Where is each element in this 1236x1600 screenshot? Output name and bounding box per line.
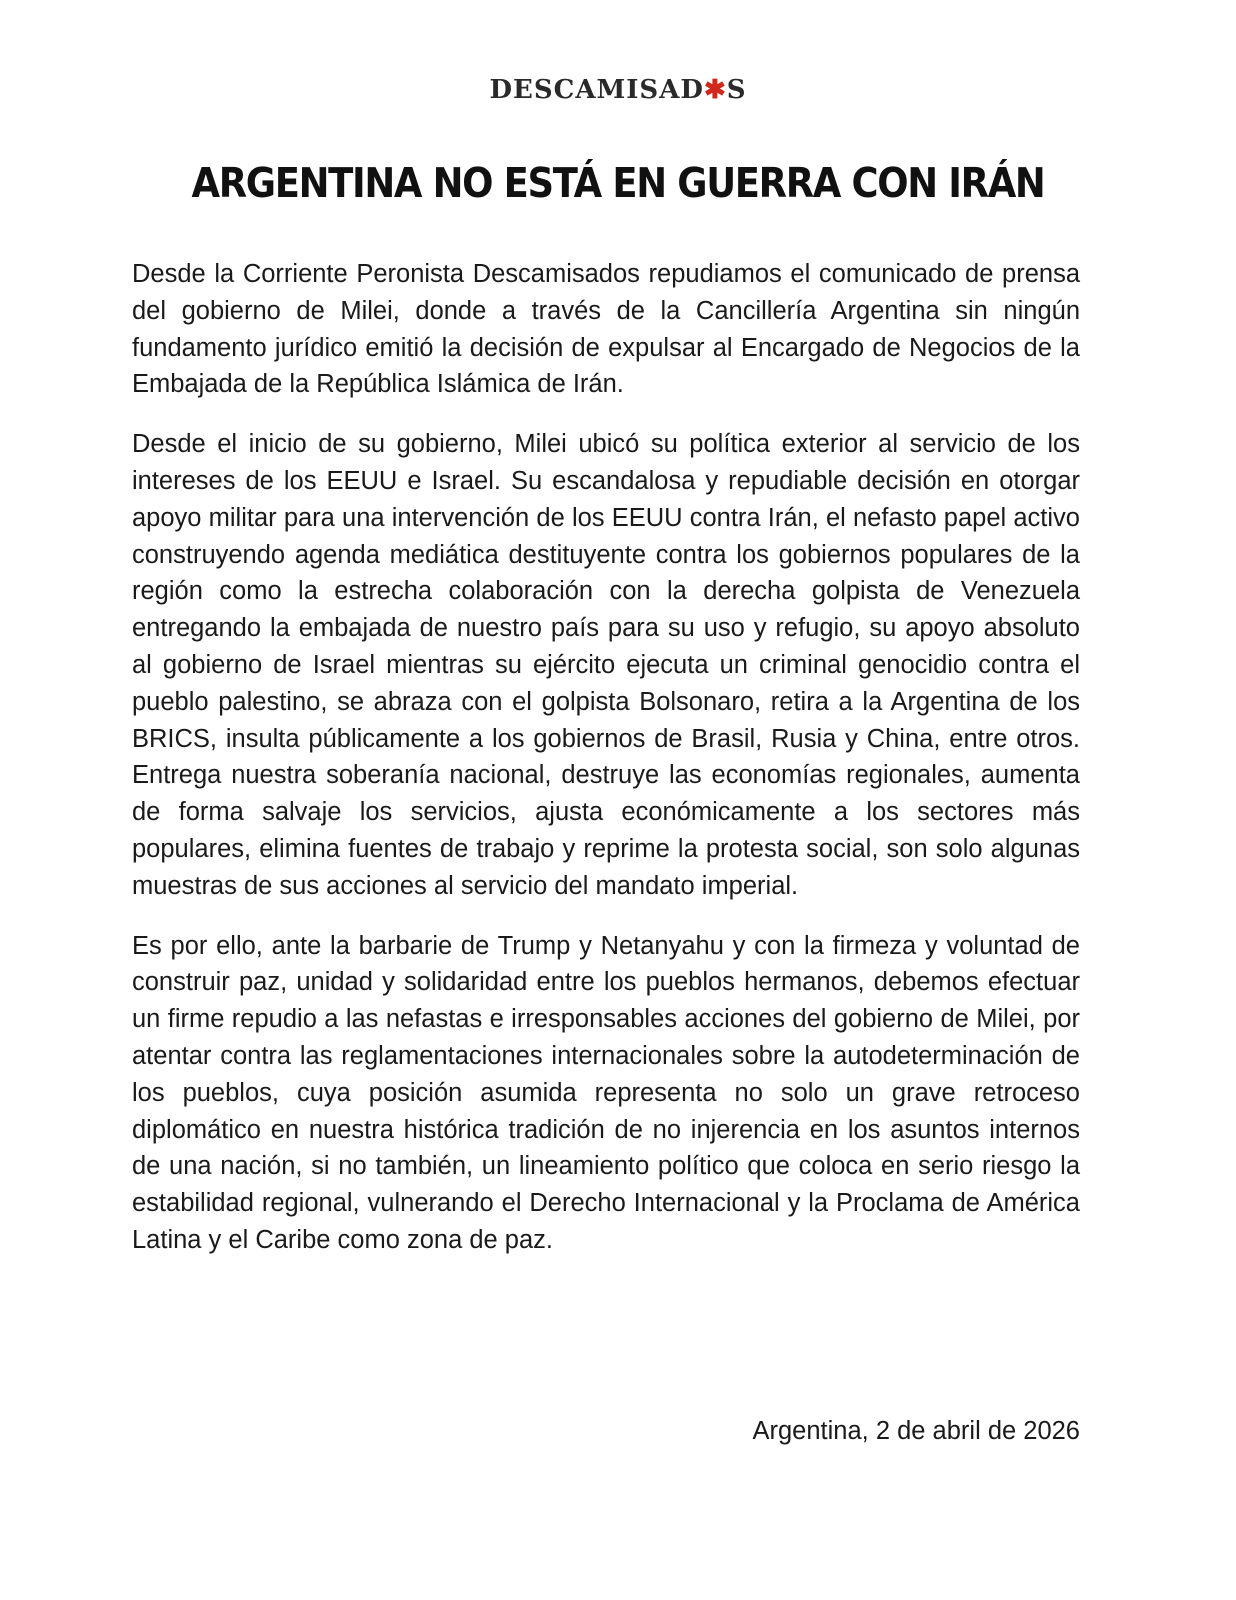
place-and-date: Argentina, 2 de abril de 2026	[752, 1417, 1080, 1445]
logo-text-before: DESCAMISAD	[489, 75, 704, 105]
logo-text-after: S	[726, 75, 747, 105]
paragraph-1: Desde la Corriente Peronista Descamisados repudiamos el comunicado de prensa del gobierno de Milei, donde a través de la Cancillería Argentina sin ningún fundamento jurídico emitió la decisión de expulsar al Encargado de Negocios de la Embajada de la República Islámica de Irán.	[132, 260, 1080, 399]
red-star-icon: ✱	[703, 75, 727, 105]
page-title: ARGENTINA NO ESTÁ EN GUERRA CON IRÁN	[191, 159, 1045, 207]
organization-logo	[0, 72, 1236, 108]
paragraph-2: Desde el inicio de su gobierno, Milei ubicó su política exterior al servicio de los intereses de los EEUU e Israel. Su escandalosa y repudiable decisión en otorgar apoyo militar para una intervención de los EEUU contra Irán, el nefasto papel activo construyendo agenda mediática destituyente contra los gobiernos populares de la región como la estrecha colaboración con la derecha golpista de Venezuela entregando la embajada de nuestro país para su uso y refugio, su apoyo absoluto al gobierno de Israel mientras su ejército ejecuta un criminal genocidio contra el pueblo palestino, se abraza con el golpista Bolsonaro, retira a la Argentina de los BRICS, insulta públicamente a los gobiernos de Brasil, Rusia y China, entre otros. Entrega nuestra soberanía nacional, destruye las economías regionales, aumenta de forma salvaje los servicios, ajusta económicamente a los sectores más populares, elimina fuentes de trabajo y reprime la protesta social, son solo algunas muestras de sus acciones al servicio del mandato imperial.	[132, 430, 1080, 900]
statement-body	[132, 256, 1080, 1282]
paragraph-3: Es por ello, ante la barbarie de Trump y Netanyahu y con la firmeza y voluntad de construir paz, unidad y solidaridad entre los pueblos hermanos, debemos efectuar un firme repudio a las nefastas e irresponsables acciones del gobierno de Milei, por atentar contra las reglamentaciones internacionales sobre la autodeterminación de los pueblos, cuya posición asumida representa no solo un grave retroceso diplomático en nuestra histórica tradición de no injerencia en los asuntos internos de una nación, si no también, un lineamiento político que coloca en serio riesgo la estabilidad regional, vulnerando el Derecho Internacional y la Proclama de América Latina y el Caribe como zona de paz.	[132, 931, 1080, 1254]
